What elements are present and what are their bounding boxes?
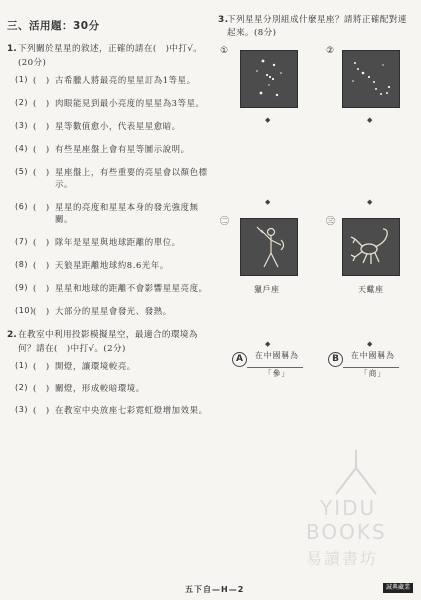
right-column (218, 14, 414, 378)
list-item[interactable] (15, 404, 209, 416)
orion-figure-panel (240, 218, 298, 276)
item-text: 大部分的星星會發光、發熱。 (55, 306, 172, 316)
list-item[interactable] (15, 74, 209, 86)
star-panel-2 (342, 50, 400, 108)
answer-option-b (328, 348, 398, 382)
item-label: (3) (15, 405, 29, 414)
panel-4-label: ㊂ (326, 217, 336, 227)
answer-b-line1: 在中國稱為 (351, 351, 395, 360)
answer-blank[interactable]: ( ) (33, 383, 50, 393)
item-label: (1) (15, 75, 29, 84)
answer-blank[interactable]: ( ) (33, 202, 50, 212)
question-3-stem (218, 14, 414, 40)
list-item[interactable] (15, 201, 209, 225)
item-label: (9) (15, 283, 29, 292)
panel-1-label: ① (220, 46, 229, 56)
list-item[interactable] (15, 305, 209, 317)
scorpius-figure-panel (342, 218, 400, 276)
item-label: (2) (15, 98, 29, 107)
answer-blank[interactable]: ( ) (33, 167, 50, 177)
item-text: 星座盤上，有些重要的亮星會以顏色標示。 (55, 167, 208, 189)
list-item[interactable] (15, 282, 209, 294)
answer-blank[interactable]: ( ) (33, 405, 50, 415)
watermark (300, 448, 412, 568)
watermark-zh: 易讀書坊 (306, 549, 379, 568)
item-text: 開燈，讓環境較亮。 (55, 361, 136, 371)
item-text: 星星的亮度和星星本身的發光強度無關。 (55, 202, 199, 224)
question-2-text: 在教室中利用投影模擬星空，最適合的環境為何？請在( )中打√。(2分) (18, 330, 198, 354)
item-text: 肉眼能見到最小亮度的星星為3等星。 (55, 98, 205, 108)
list-item[interactable] (15, 382, 209, 394)
question-1-items (7, 74, 209, 317)
hunter-figure-icon (241, 219, 297, 275)
publisher-badge: 誠典藏業 (383, 583, 413, 593)
item-label: (6) (15, 202, 29, 211)
watermark-en-2: BOOKS (306, 520, 387, 544)
answer-b-line2: 「商」 (359, 369, 387, 378)
item-label: (7) (15, 237, 29, 246)
item-label: (2) (15, 383, 29, 392)
left-column (7, 18, 209, 426)
watermark-logo-icon (326, 448, 386, 496)
dot-2-icon[interactable]: ◆ (367, 116, 373, 124)
page-number: 五下自—H—2 (185, 585, 245, 594)
item-label: (3) (15, 121, 29, 130)
section-title: 三、活用題：30分 (7, 20, 100, 32)
list-item[interactable] (15, 259, 209, 271)
star-panel-1 (240, 50, 298, 108)
item-text: 古希臘人將最亮的星星訂為1等星。 (55, 75, 196, 85)
dot-a-icon[interactable]: ◆ (265, 340, 271, 348)
item-label: (1) (15, 361, 29, 370)
dot-4-icon[interactable]: ◆ (367, 198, 373, 206)
dot-b-icon[interactable]: ◆ (367, 340, 373, 348)
answer-letter-a: A (232, 352, 247, 367)
question-2 (7, 328, 209, 416)
answer-blank[interactable]: ( ) (33, 75, 50, 85)
item-text: 在教室中央放座七彩霓虹燈增加效果。 (55, 405, 208, 415)
dot-3-icon[interactable]: ◆ (265, 198, 271, 206)
answer-blank[interactable]: ( ) (33, 306, 50, 316)
list-item[interactable] (15, 143, 209, 155)
item-label: (4) (15, 144, 29, 153)
answer-a-line1: 在中國稱為 (255, 351, 299, 360)
question-1-text: 下列關於星星的敘述，正確的請在( )中打√。(20分) (18, 44, 203, 68)
question-2-number: 2. (7, 330, 17, 340)
list-item[interactable] (15, 97, 209, 109)
scorpion-figure-icon (343, 219, 399, 275)
answer-option-a (232, 348, 302, 382)
panel-3-caption: 獵戶座 (254, 285, 280, 294)
answer-blank[interactable]: ( ) (33, 237, 50, 247)
item-text: 星等數值愈小，代表星星愈暗。 (55, 121, 181, 131)
watermark-en-1: YIDU (320, 496, 377, 520)
item-label: (10) (15, 306, 34, 315)
answer-blank[interactable]: ( ) (33, 283, 50, 293)
answer-blank[interactable]: ( ) (33, 361, 50, 371)
item-label: (5) (15, 167, 29, 176)
list-item[interactable] (15, 236, 209, 248)
panel-3-label: ㊁ (220, 217, 230, 227)
item-text: 隊年是星星與地球距離的單位。 (55, 237, 181, 247)
question-3-text: 下列星星分別組成什麼星座？請將正確配對連起來。(8分) (227, 15, 407, 38)
item-text: 天狼星距離地球約8.6光年。 (55, 260, 169, 270)
orion-stars-image (241, 51, 297, 107)
panel-4-caption: 天蠍座 (358, 285, 384, 294)
question-1-number: 1. (7, 44, 17, 54)
list-item[interactable] (15, 166, 209, 190)
question-1-stem (7, 42, 209, 70)
question-2-stem (7, 328, 209, 356)
constellation-grid (218, 40, 414, 378)
answer-blank[interactable]: ( ) (33, 144, 50, 154)
scorpius-stars-image (343, 51, 399, 107)
list-item[interactable] (15, 360, 209, 372)
answer-a-line2: 「參」 (263, 369, 291, 378)
answer-blank[interactable]: ( ) (33, 121, 50, 131)
item-label: (8) (15, 260, 29, 269)
list-item[interactable] (15, 120, 209, 132)
question-3-number: 3. (218, 15, 229, 25)
answer-letter-b: B (328, 352, 343, 367)
item-text: 星星和地球的距離不會影響星星亮度。 (55, 283, 208, 293)
dot-1-icon[interactable]: ◆ (265, 116, 271, 124)
answer-blank[interactable]: ( ) (33, 260, 50, 270)
panel-2-label: ② (326, 46, 335, 56)
item-text: 有些星座盤上會有星等圖示說明。 (55, 144, 190, 154)
item-text: 關燈，形成較暗環境。 (55, 383, 145, 393)
answer-blank[interactable]: ( ) (33, 98, 50, 108)
